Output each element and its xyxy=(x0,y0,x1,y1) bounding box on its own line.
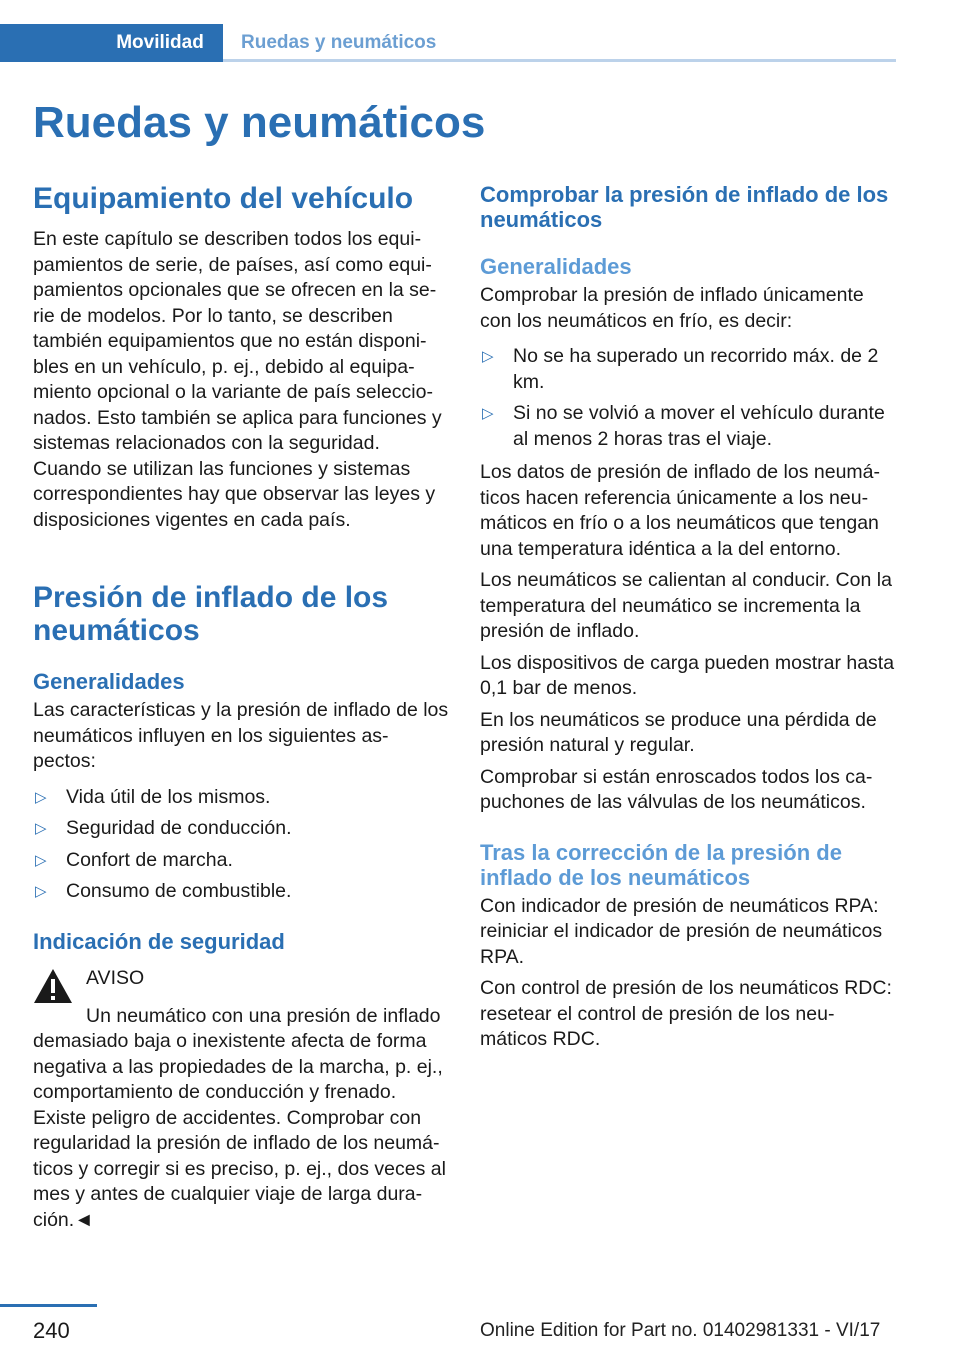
page-number: 240 xyxy=(33,1318,70,1343)
paragraph: En los neumáticos se produce una pérdida de presión natural y regular. xyxy=(480,708,877,756)
page-title: Ruedas y neumáticos xyxy=(33,98,486,147)
aspects-list xyxy=(33,785,449,905)
triangle-right-icon: ▷ xyxy=(35,820,47,837)
right-column xyxy=(480,182,896,1053)
list-item: ▷ Si no se volvió a mover el vehículo durante al menos 2 horas tras el viaje. xyxy=(482,402,885,450)
header-accent-bar xyxy=(0,24,97,62)
general-heading: Generalidades xyxy=(480,254,632,279)
triangle-right-icon: ▷ xyxy=(35,851,47,869)
triangle-right-icon: ▷ xyxy=(482,405,494,422)
correction-heading: Tras la corrección de la presión de inflado de los neumáticos xyxy=(480,839,842,890)
list-item: ▷ Consumo de combustible. xyxy=(33,879,449,905)
warning-triangle-icon xyxy=(33,968,73,1004)
section-tab[interactable]: Movilidad xyxy=(97,24,223,62)
warning-text: Un neumático con una presión de inflado demasiado baja o inexistente afecta de forma negativa a las propiedades de la marcha, p. ej., comportamiento de conducción y frenado. Existe peligro de accidentes. Comprobar con regularidad la presión de inflado de los neumá‐ ticos y corregir si es preciso, p. ej., dos veces al mes y antes de cualquier viaje de larga dura‐ ción.◄ xyxy=(33,1004,446,1231)
header-divider xyxy=(223,59,896,62)
list-item: ▷ Vida útil de los mismos. xyxy=(33,785,449,811)
paragraph: Los neumáticos se calientan al conducir. Con la temperatura del neumático se incrementa la presión de inflado. xyxy=(480,569,892,642)
triangle-right-icon: ▷ xyxy=(482,348,494,365)
footer-divider xyxy=(0,1304,97,1307)
list-item: ▷ Seguridad de conducción. xyxy=(33,816,449,842)
safety-heading: Indicación de seguridad xyxy=(33,928,285,954)
conditions-list xyxy=(480,344,896,452)
left-column xyxy=(33,182,449,1233)
paragraph: Los datos de presión de inflado de los neumá‐ ticos hacen referencia únicamente a los neu‐ máticos en frío o a los neumáticos que tengan una temperatura idéntica a la del entorno. xyxy=(480,461,881,560)
equipment-heading: Equipamiento del vehículo xyxy=(33,182,414,215)
paragraph: Con indicador de presión de neumáticos RPA: reiniciar el indicador de presión de neumáticos RPA. xyxy=(480,894,883,968)
warning-label: AVISO xyxy=(86,966,145,989)
list-item: ▷ No se ha superado un recorrido máx. de 2 km. xyxy=(482,345,879,393)
breadcrumb[interactable]: Ruedas y neumáticos xyxy=(241,32,437,53)
general-text: Comprobar la presión de inflado únicamente con los neumáticos en frío, es decir: xyxy=(480,284,864,332)
check-heading: Comprobar la presión de inflado de los neumáticos xyxy=(480,182,889,232)
paragraph: Con control de presión de los neumáticos RDC: resetear el control de presión de los neu‐ máticos RDC. xyxy=(480,977,892,1050)
edition-note: Online Edition for Part no. 01402981331 - VI/17 xyxy=(480,1320,881,1341)
paragraph: Comprobar si están enroscados todos los ca‐ puchones de las válvulas de los neumáticos. xyxy=(480,765,873,813)
general-heading: Generalidades xyxy=(33,669,185,694)
paragraph: Los dispositivos de carga pueden mostrar hasta 0,1 bar de menos. xyxy=(480,651,895,699)
triangle-right-icon: ▷ xyxy=(35,788,47,806)
warning-block xyxy=(33,966,449,1004)
list-item: ▷ Confort de marcha. xyxy=(33,848,449,874)
pressure-heading: Presión de inflado de los neumáticos xyxy=(33,581,389,647)
equipment-text: En este capítulo se describen todos los equi‐ pamientos de serie, de países, así como equi‐ pamientos opcionales que se ofrecen en la se‐ rie de modelos. Por lo tanto, se describen también equipamientos que no están disponi‐ bles en un vehículo, p. ej., debido al equipa‐ miento opcional o la variante de país seleccio‐ nados. Esto también se aplica para funciones y sistemas relacionados con la seguridad. Cuando se utilizan las funciones y sistemas correspondientes hay que observar las leyes y disposiciones vigentes en cada país. xyxy=(33,228,442,531)
general-text: Las características y la presión de inflado de los neumáticos influyen en los siguientes as‐ pectos: xyxy=(33,699,449,772)
triangle-right-icon: ▷ xyxy=(35,883,47,900)
